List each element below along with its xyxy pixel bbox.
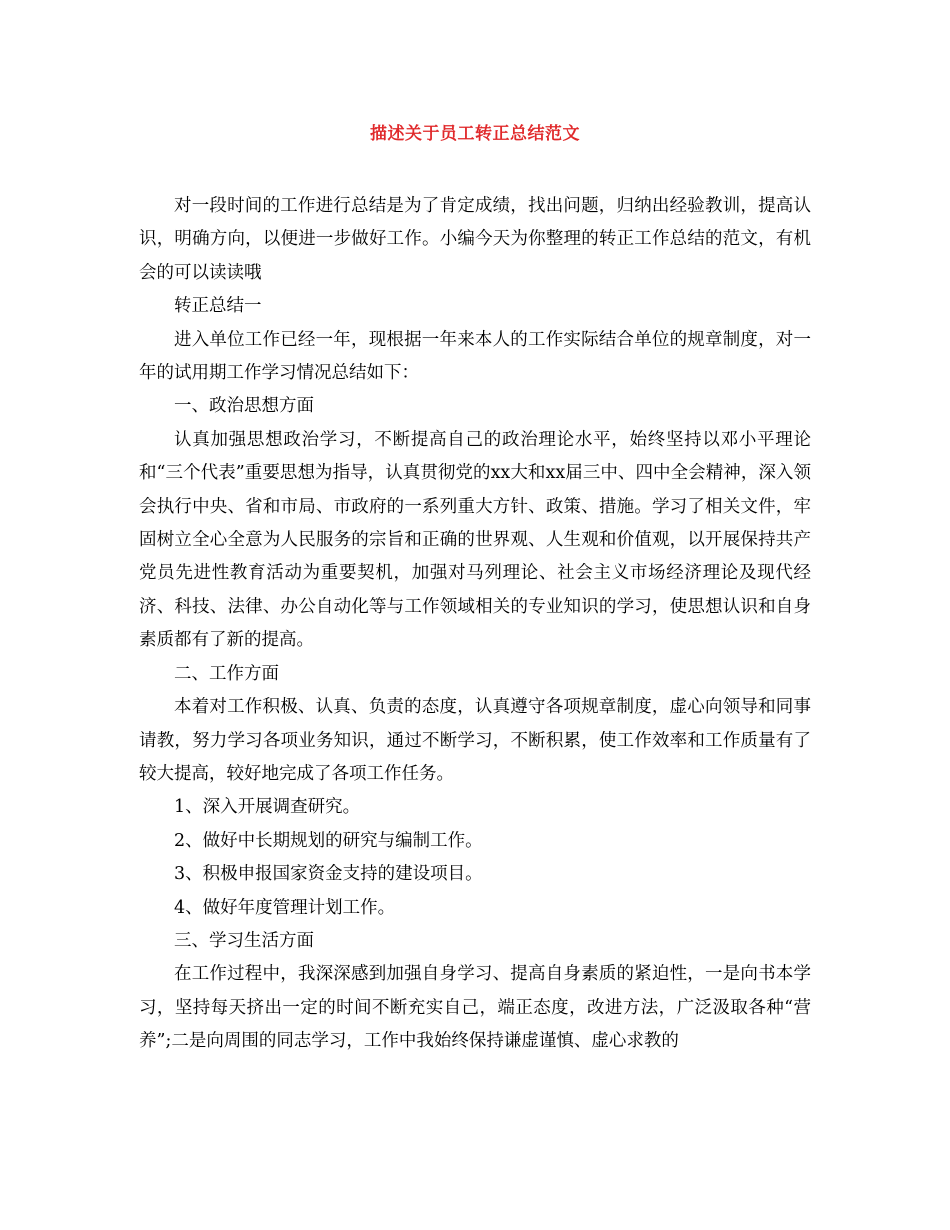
page-title: 描述关于员工转正总结范文 xyxy=(370,124,580,144)
list-item: 1、深入开展调查研究。 xyxy=(174,797,361,818)
list-item: 4、做好年度管理计划工作。 xyxy=(174,897,396,918)
list-item: 3、积极申报国家资金支持的建设项目。 xyxy=(174,864,483,885)
section-heading-study-life: 三、学习生活方面 xyxy=(174,930,314,951)
section-heading-summary-one: 转正总结一 xyxy=(174,296,262,317)
list-item: 2、做好中长期规划的研究与编制工作。 xyxy=(174,830,483,851)
body-paragraph: 在工作过程中，我深深感到加强自身学习、提高自身素质的紧迫性，一是向书本学习，坚持每天挤出一定的时间不断充实自己，端正态度，改进方法，广泛汲取各种“营养”;二是向周围的同志学习，工作中我始终保持谦虚谨慎、虚心求教的 xyxy=(139,964,811,1052)
section-heading-political: 一、政治思想方面 xyxy=(174,396,314,417)
body-paragraph: 本着对工作积极、认真、负责的态度，认真遵守各项规章制度，虚心向领导和同事请教，努力学习各项业务知识，通过不断学习，不断积累，使工作效率和工作质量有了较大提高，较好地完成了各项工作任务。 xyxy=(139,697,811,784)
document-body xyxy=(139,190,811,1059)
body-paragraph: 进入单位工作已经一年，现根据一年来本人的工作实际结合单位的规章制度，对一年的试用期工作学习情况总结如下： xyxy=(139,329,811,384)
section-heading-work: 二、工作方面 xyxy=(174,663,279,684)
intro-paragraph: 对一段时间的工作进行总结是为了肯定成绩，找出问题，归纳出经验教训，提高认识，明确方向，以便进一步做好工作。小编今天为你整理的转正工作总结的范文，有机会的可以读读哦 xyxy=(139,196,811,283)
body-paragraph: 认真加强思想政治学习，不断提高自己的政治理论水平，始终坚持以邓小平理论和“三个代表”重要思想为指导，认真贯彻党的xx大和xx届三中、四中全会精神，深入领会执行中央、省和市局、市政府的一系列重大方针、政策、措施。学习了相关文件，牢固树立全心全意为人民服务的宗旨和正确的世界观、人生观和价值观，以开展保持共产党员先进性教育活动为重要契机，加强对马列理论、社会主义市场经济理论及现代经济、科技、法律、办公自动化等与工作领域相关的专业知识的学习，使思想认识和自身素质都有了新的提高。 xyxy=(139,429,811,651)
